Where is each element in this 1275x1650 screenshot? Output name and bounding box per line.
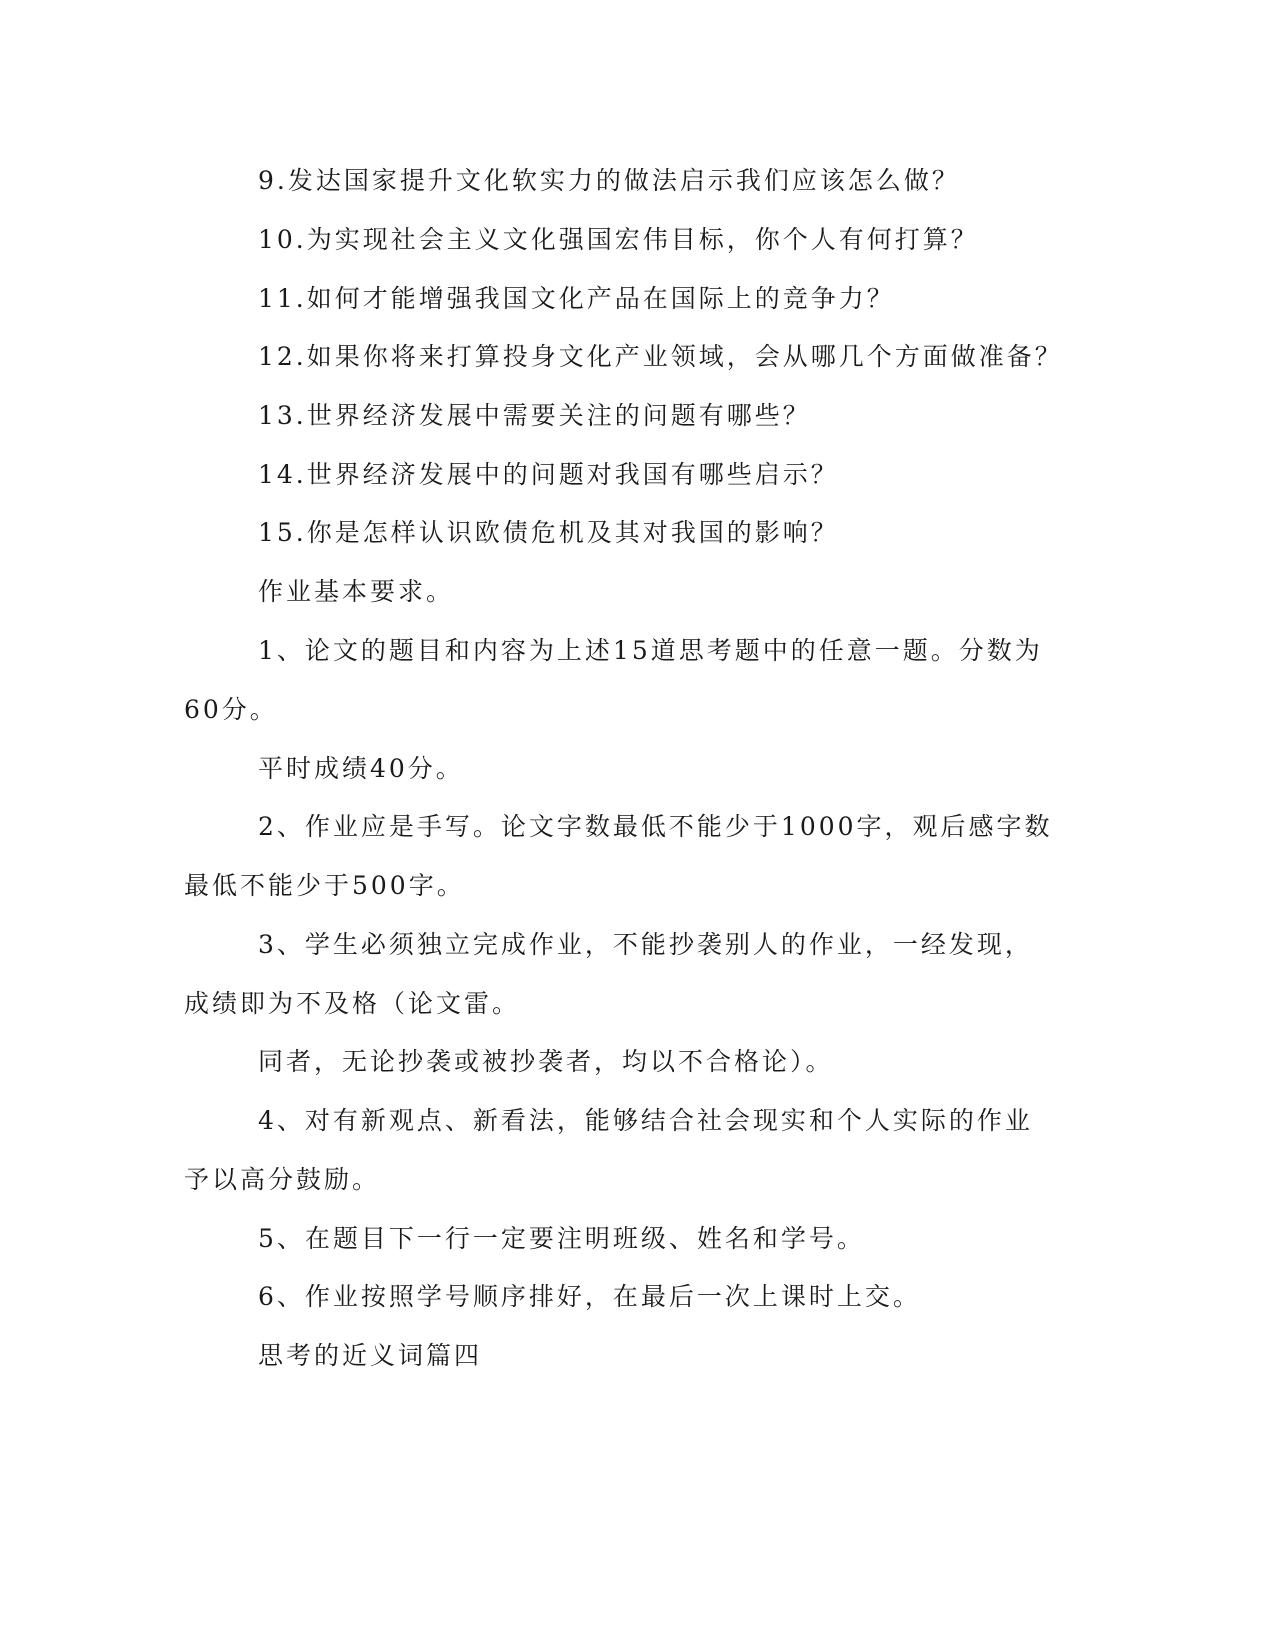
requirement-3-extra: 同者，无论抄袭或被抄袭者，均以不合格论）。: [258, 1047, 834, 1076]
requirement-3-line-2: 成绩即为不及格（论文雷。: [184, 989, 521, 1018]
requirement-6: 6、作业按照学号顺序排好，在最后一次上课时上交。: [258, 1282, 921, 1311]
question-14: 14.世界经济发展中的问题对我国有哪些启示？: [258, 460, 839, 489]
requirements-heading: 作业基本要求。: [258, 577, 455, 606]
requirement-1-extra: 平时成绩40分。: [258, 754, 464, 783]
requirement-3-line-1: 3、学生必须独立完成作业，不能抄袭别人的作业，一经发现，: [258, 930, 1033, 959]
requirement-2-line-1: 2、作业应是手写。论文字数最低不能少于1000字，观后感字数: [258, 812, 1053, 841]
question-11: 11.如何才能增强我国文化产品在国际上的竞争力？: [258, 284, 895, 313]
question-10: 10.为实现社会主义文化强国宏伟目标，你个人有何打算？: [258, 225, 979, 254]
question-15: 15.你是怎样认识欧债危机及其对我国的影响？: [258, 518, 839, 547]
question-13: 13.世界经济发展中需要关注的问题有哪些？: [258, 401, 811, 430]
requirement-1-line-1: 1、论文的题目和内容为上述15道思考题中的任意一题。分数为: [258, 636, 1043, 665]
requirement-5: 5、在题目下一行一定要注明班级、姓名和学号。: [258, 1224, 865, 1253]
question-12: 12.如果你将来打算投身文化产业领域，会从哪几个方面做准备？: [258, 342, 1063, 371]
section-heading: 思考的近义词篇四: [258, 1341, 483, 1370]
question-9: 9.发达国家提升文化软实力的做法启示我们应该怎么做？: [258, 166, 960, 195]
requirement-2-line-2: 最低不能少于500字。: [184, 871, 465, 900]
requirement-4-line-2: 予以高分鼓励。: [184, 1165, 381, 1194]
requirement-1-line-2: 60分。: [184, 695, 278, 724]
requirement-4-line-1: 4、对有新观点、新看法，能够结合社会现实和个人实际的作业: [258, 1106, 1033, 1135]
